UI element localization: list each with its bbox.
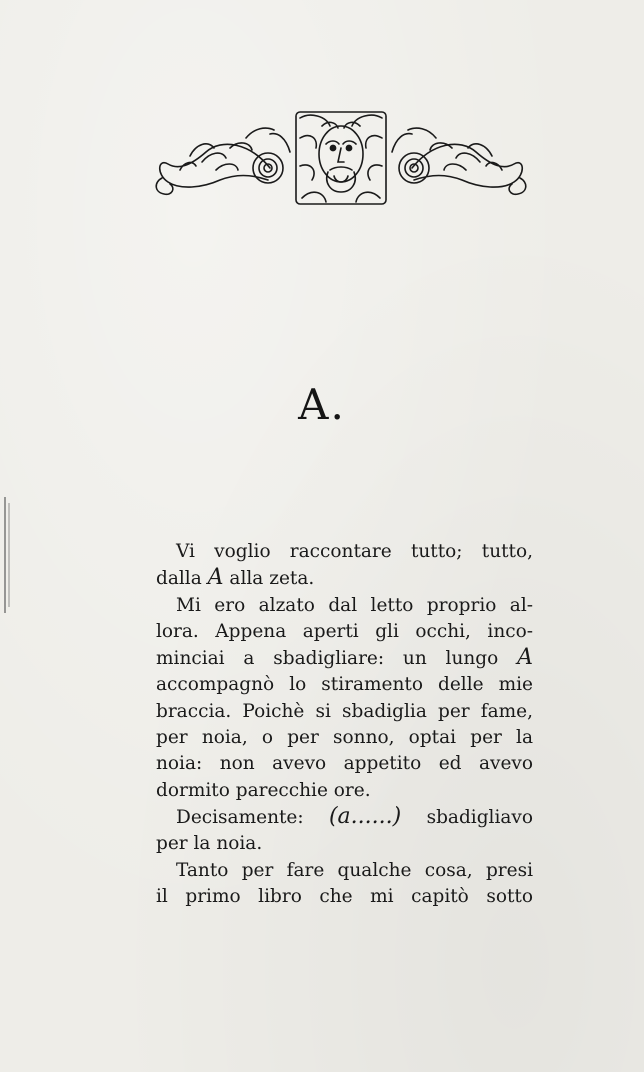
text-line: accompagnò lo stiramento delle mie [156, 674, 533, 696]
text-line: dormito parecchie ore. [156, 779, 371, 801]
binding-edge-mark [0, 495, 12, 615]
text-line: braccia. Poichè si sbadiglia per fame, [156, 700, 533, 722]
text-line: Vi voglio raccontare tutto; tutto, [176, 541, 533, 562]
text-line: il primo libro che mi capitò sotto [156, 885, 533, 907]
body-text [156, 539, 533, 910]
foliate-mask-headpiece-icon [150, 108, 532, 212]
italic-letter: A [207, 565, 224, 591]
text-line: per noia, o per sonno, optai per la [156, 727, 533, 749]
text-line: lora. Appena aperti gli occhi, inco- [156, 620, 533, 642]
text-line: Mi ero alzato dal letto proprio al- [176, 594, 533, 616]
italic-yawn: (a......) [328, 803, 402, 829]
text-line: Decisamente: (a......) sbadigliavo [176, 803, 533, 829]
chapter-title: A. [298, 380, 346, 429]
text-line: per la noia. [156, 833, 263, 855]
text-line: Tanto per fare qualche cosa, presi [176, 859, 533, 881]
text-line: dalla A alla zeta. [156, 565, 315, 591]
text-line: minciai a sbadigliare: un lungo A [156, 645, 533, 671]
text-line: noia: non avevo appetito ed avevo [156, 753, 533, 775]
italic-letter: A [517, 645, 533, 671]
